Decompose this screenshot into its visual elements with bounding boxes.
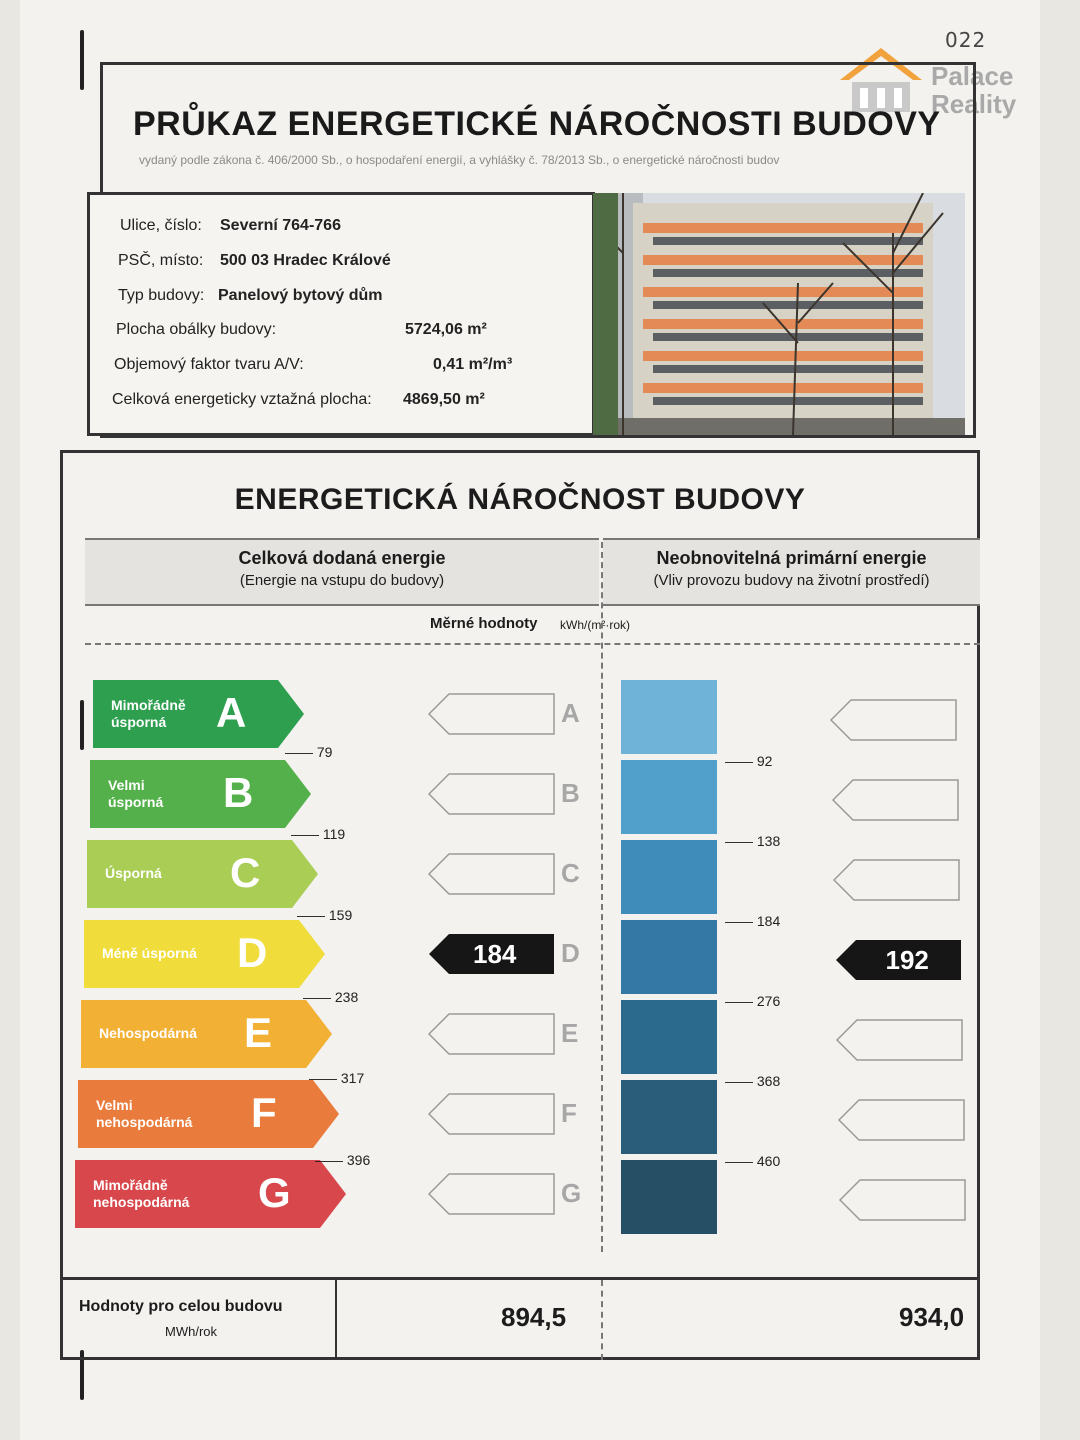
type-value: Panelový bytový dům [218,287,383,304]
delivered-energy-total: 894,5 [501,1302,567,1332]
left-class-letter-a: A [561,698,580,728]
building-info-box [87,192,595,436]
legal-subtitle: vydaný podle zákona č. 406/2000 Sb., o hospodaření energií, a vyhlášky č. 78/2013 Sb., o energetické náročnosti budov [139,153,780,167]
left-pointer-e [429,1014,554,1054]
right-pointer-a [831,700,956,740]
right-threshold: —— 184 [725,913,781,929]
section-title: ENERGETICKÁ NÁROČNOST BUDOVY [234,483,806,516]
certificate-header [100,62,976,438]
page-title: PRŮKAZ ENERGETICKÉ NÁROČNOSTI BUDOVY [133,105,941,143]
binder-hole [80,30,84,90]
class-b-label: Velmi úsporná [108,777,164,810]
shape-factor-value: 0,41 m²/m³ [433,356,513,373]
left-threshold: —— 159 [297,907,353,923]
envelope-label: Plocha obálky budovy: [116,321,277,338]
street-label: Ulice, číslo: [120,217,202,234]
class-g-letter: G [258,1169,291,1216]
street-value: Severní 764-766 [220,217,341,234]
class-a-letter: A [216,689,247,736]
unit-title: Měrné hodnoty [430,615,538,632]
left-pointer-a [429,694,554,734]
class-e-label: Nehospodárná [99,1025,198,1041]
totals-label: Hodnoty pro celou budovu [79,1298,283,1315]
delivered-energy-value: 184 [473,939,517,969]
primary-bar-segment-f [621,1080,717,1154]
zip-value: 500 03 Hradec Králové [220,252,391,269]
class-f-letter: F [251,1089,277,1136]
right-pointer-e [837,1020,962,1060]
left-threshold: —— 79 [285,744,333,760]
totals-unit: MWh/rok [165,1324,217,1339]
left-class-letter-e: E [561,1018,579,1048]
right-threshold: —— 92 [725,753,773,769]
left-pointer-c [429,854,554,894]
left-pointer-f [429,1094,554,1134]
shape-factor-label: Objemový faktor tvaru A/V: [114,356,304,373]
primary-bar-segment-e [621,1000,717,1074]
logo-line-1: Palace [931,61,1014,91]
primary-bar-segment-a [621,680,717,754]
primary-energy-total: 934,0 [899,1302,965,1332]
class-a-label: Mimořádně úsporná [111,697,186,730]
left-class-letter-f: F [561,1098,577,1128]
primary-bar-segment-b [621,760,717,834]
class-c-label: Úsporná [105,865,162,881]
unit-label: kWh/(m²·rok) [560,618,630,632]
class-g-label: Mimořádně nehospodárná [93,1177,190,1210]
zip-label: PSČ, místo: [118,252,204,269]
class-f-label: Velmi nehospodárná [96,1097,193,1130]
left-pointer-g [429,1174,554,1214]
left-column-header [85,538,599,606]
unit-row [85,603,980,645]
right-threshold: —— 138 [725,833,781,849]
right-pointer-f [839,1100,964,1140]
left-pointer-b [429,774,554,814]
left-threshold: —— 238 [303,988,359,1005]
right-threshold: —— 276 [725,993,781,1009]
type-label: Typ budovy: [118,287,205,304]
right-threshold: —— 460 [725,1153,781,1169]
handwritten-note: 022 [945,28,987,52]
class-b-letter: B [223,769,254,816]
class-d-label: Méně úsporná [102,945,197,961]
envelope-value: 5724,06 m² [405,321,487,338]
logo-line-2: Reality [931,89,1017,119]
primary-bar-segment-g [621,1160,717,1234]
right-pointer-c [834,860,959,900]
right-threshold: —— 368 [725,1073,781,1089]
right-column-header [603,538,980,606]
left-class-letter-c: C [561,858,580,888]
column-divider [601,542,603,1252]
reference-area-label: Celková energeticky vztažná plocha: [112,391,372,408]
left-class-letter-b: B [561,778,580,808]
right-pointer-b [833,780,958,820]
left-class-letter-g: G [561,1178,582,1208]
primary-energy-value: 192 [885,945,929,975]
right-column-subtitle: (Vliv provozu budovy na životní prostředí) [653,572,930,589]
building-photo [593,193,965,435]
right-column-title: Neobnovitelná primární energie [656,548,927,568]
left-class-letter-d: D [561,938,580,968]
right-pointer-g [840,1180,965,1220]
left-threshold: —— 396 [315,1151,371,1168]
left-threshold: —— 119 [291,825,346,842]
class-e-letter: E [244,1009,273,1056]
primary-bar-segment-d [621,920,717,994]
class-c-letter: C [230,849,261,896]
left-column-subtitle: (Energie na vstupu do budovy) [239,572,445,589]
energy-rating-section [60,450,980,1360]
left-column-title: Celková dodaná energie [238,548,446,568]
class-d-letter: D [237,929,268,976]
primary-bar-segment-c [621,840,717,914]
totals-row [63,1277,977,1360]
left-threshold: —— 317 [309,1070,365,1086]
reference-area-value: 4869,50 m² [403,391,485,408]
